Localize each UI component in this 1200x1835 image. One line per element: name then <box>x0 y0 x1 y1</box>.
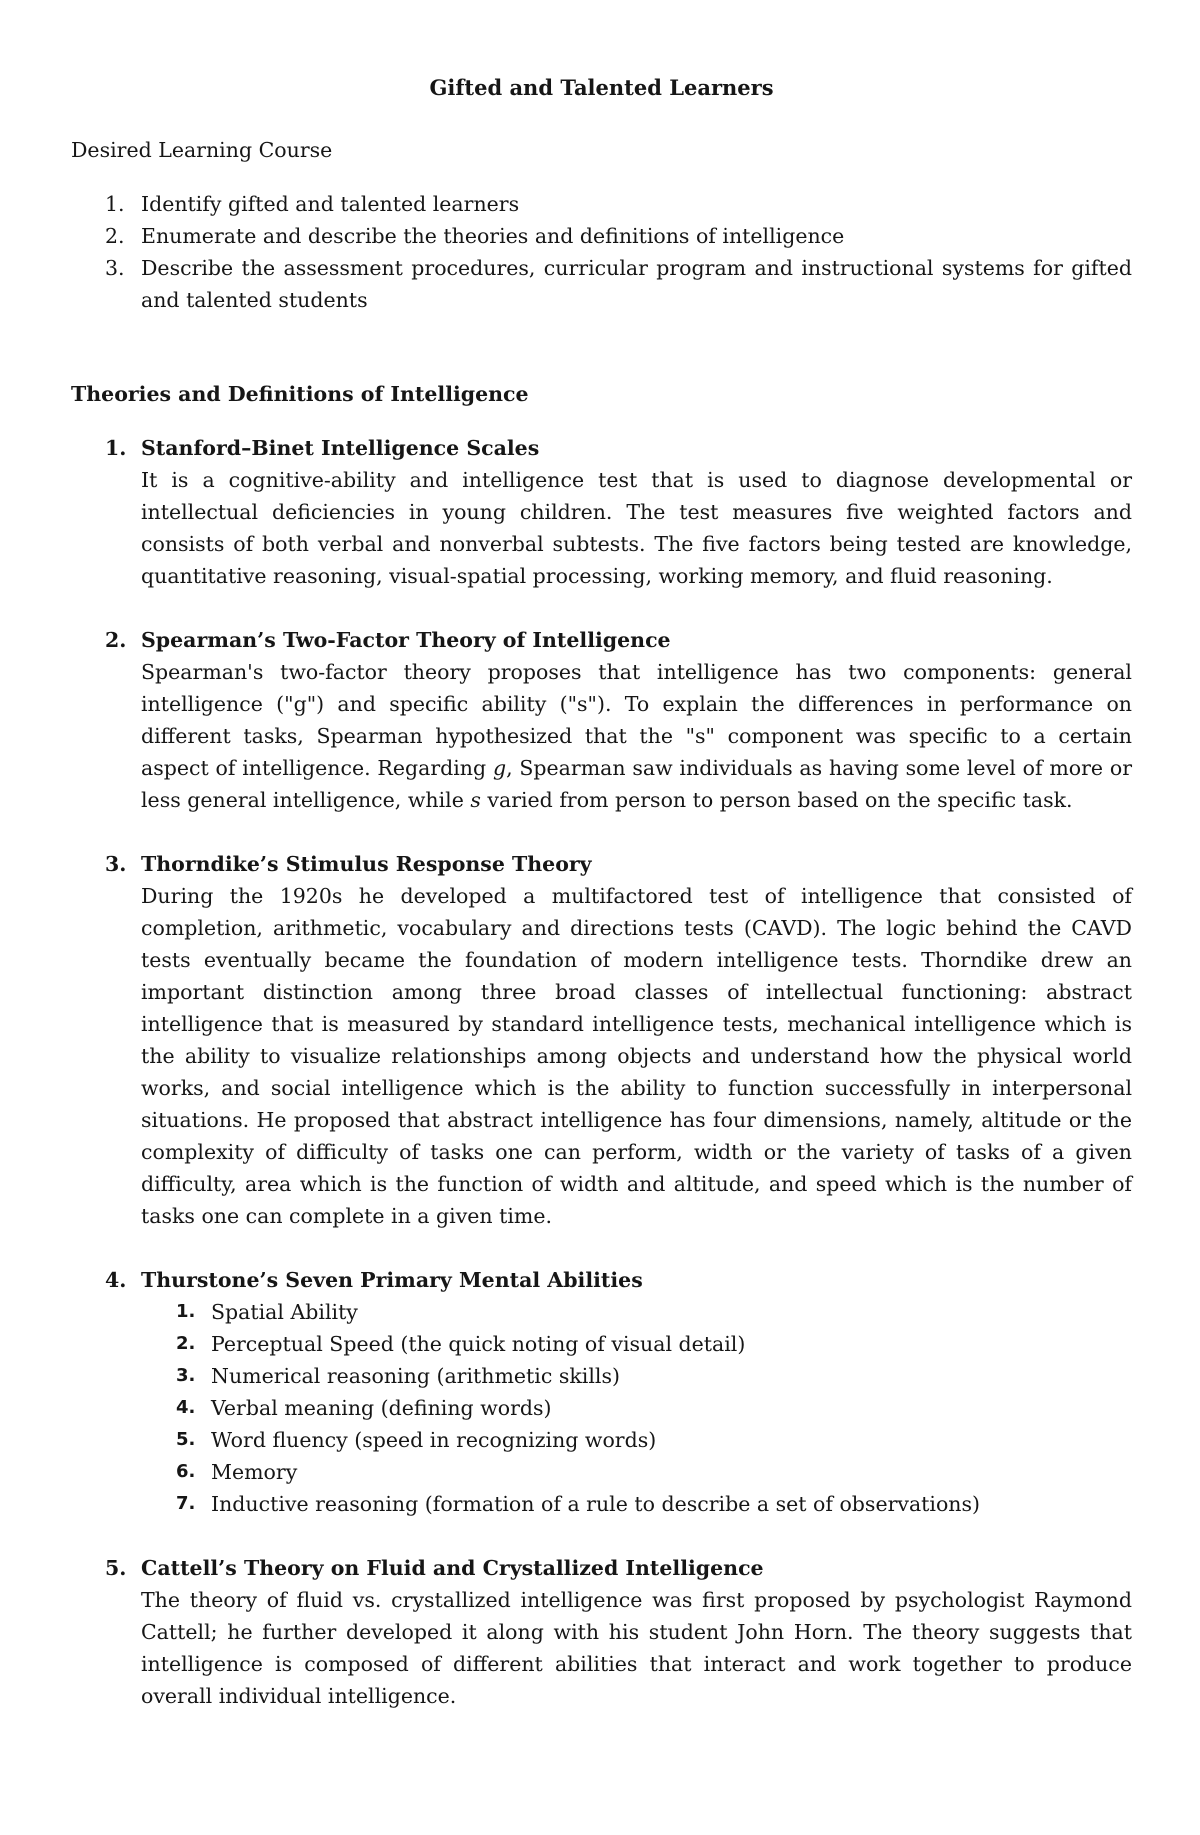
objectives-list <box>71 188 1132 316</box>
ability-item <box>141 1456 1132 1488</box>
theory-item <box>71 848 1132 1232</box>
theory-item <box>71 1264 1132 1520</box>
ability-number: 1. <box>176 1301 196 1322</box>
ability-item <box>141 1328 1132 1360</box>
objective-item <box>71 220 1132 252</box>
theory-description: The theory of fluid vs. crystallized intelligence was first proposed by psychologist Raymond Cattell; he further developed it along with his student John Horn. The theory suggests that intelligence is composed of different abilities that interact and work together to produce overall individual intelligence. <box>141 1588 1132 1708</box>
theory-title: Cattell’s Theory on Fluid and Crystallized Intelligence <box>141 1556 764 1580</box>
theory-description <box>141 656 1132 816</box>
theory-description: It is a cognitive-ability and intelligence test that is used to diagnose developmental or intellectual deficiencies in young children. The test measures five weighted factors and consists of both verbal and nonverbal subtests. The five factors being tested are knowledge, quantitative reasoning, visual-spatial processing, working memory, and fluid reasoning. <box>141 468 1132 588</box>
objective-text: Identify gifted and talented learners <box>141 192 520 216</box>
document-title: Gifted and Talented Learners <box>429 75 774 100</box>
theory-title: Stanford–Binet Intelligence Scales <box>141 436 540 460</box>
theory-number: 4. <box>105 1268 127 1292</box>
objective-number: 2. <box>105 224 125 248</box>
ability-item <box>141 1296 1132 1328</box>
ability-number: 3. <box>176 1365 196 1386</box>
theory-item <box>71 1552 1132 1712</box>
theory-item <box>71 432 1132 592</box>
ability-number: 5. <box>176 1429 196 1450</box>
theory-description-part: varied from person to person based on the specific task. <box>480 788 1073 812</box>
theory-item <box>71 624 1132 816</box>
theory-description-part: Spearman's two-factor theory proposes that intelligence has two components: general intelligence ("g") and specific ability ("s"). To explain the differences in performance on different tasks, Spearman hypothesized that the "s" component was specific to a certain aspect of intelligence. Regarding <box>141 660 1132 780</box>
ability-number: 4. <box>176 1397 196 1418</box>
ability-item <box>141 1360 1132 1392</box>
ability-text: Numerical reasoning (arithmetic skills) <box>211 1364 620 1388</box>
objective-text: Describe the assessment procedures, curricular program and instructional systems for gifted and talented students <box>141 256 1132 312</box>
theory-number: 2. <box>105 628 127 652</box>
ability-text: Word fluency (speed in recognizing words) <box>211 1428 657 1452</box>
ability-number: 2. <box>176 1333 196 1354</box>
objective-item <box>71 188 1132 220</box>
ability-text: Verbal meaning (defining words) <box>211 1396 552 1420</box>
theories-list <box>71 432 1132 1712</box>
ability-item <box>141 1488 1132 1520</box>
theory-description-italic-g: g <box>492 756 507 780</box>
ability-item <box>141 1424 1132 1456</box>
abilities-list <box>141 1296 1132 1520</box>
ability-number: 7. <box>176 1493 196 1514</box>
theory-title: Thorndike’s Stimulus Response Theory <box>141 852 592 876</box>
theory-number: 3. <box>105 852 127 876</box>
ability-item <box>141 1392 1132 1424</box>
objective-text: Enumerate and describe the theories and definitions of intelligence <box>141 224 845 248</box>
ability-number: 6. <box>176 1461 196 1482</box>
theory-number: 5. <box>105 1556 127 1580</box>
document-subtitle: Desired Learning Course <box>71 138 333 162</box>
ability-text: Memory <box>211 1460 298 1484</box>
theory-description-italic-s: s <box>470 788 481 812</box>
ability-text: Spatial Ability <box>211 1300 358 1324</box>
ability-text: Inductive reasoning (formation of a rule to describe a set of observations) <box>211 1492 981 1516</box>
objective-item <box>71 252 1132 316</box>
ability-text: Perceptual Speed (the quick noting of visual detail) <box>211 1332 746 1356</box>
objective-number: 3. <box>105 256 125 280</box>
section-heading: Theories and Definitions of Intelligence <box>71 382 529 406</box>
theory-title: Thurstone’s Seven Primary Mental Abilities <box>141 1268 643 1292</box>
theory-description-part: , Spearman saw individuals as having some level of more or less general intelligence, while <box>141 756 1132 812</box>
objective-number: 1. <box>105 192 125 216</box>
theory-number: 1. <box>105 436 127 460</box>
theory-title: Spearman’s Two-Factor Theory of Intelligence <box>141 628 671 652</box>
theory-description: During the 1920s he developed a multifactored test of intelligence that consisted of completion, arithmetic, vocabulary and directions tests (CAVD). The logic behind the CAVD tests eventually became the foundation of modern intelligence tests. Thorndike drew an important distinction among three broad classes of intellectual functioning: abstract intelligence that is measured by standard intelligence tests, mechanical intelligence which is the ability to visualize relationships among objects and understand how the physical world works, and social intelligence which is the ability to function successfully in interpersonal situations. He proposed that abstract intelligence has four dimensions, namely, altitude or the complexity of difficulty of tasks one can perform, width or the variety of tasks of a given difficulty, area which is the function of width and altitude, and speed which is the number of tasks one can complete in a given time. <box>141 884 1132 1228</box>
